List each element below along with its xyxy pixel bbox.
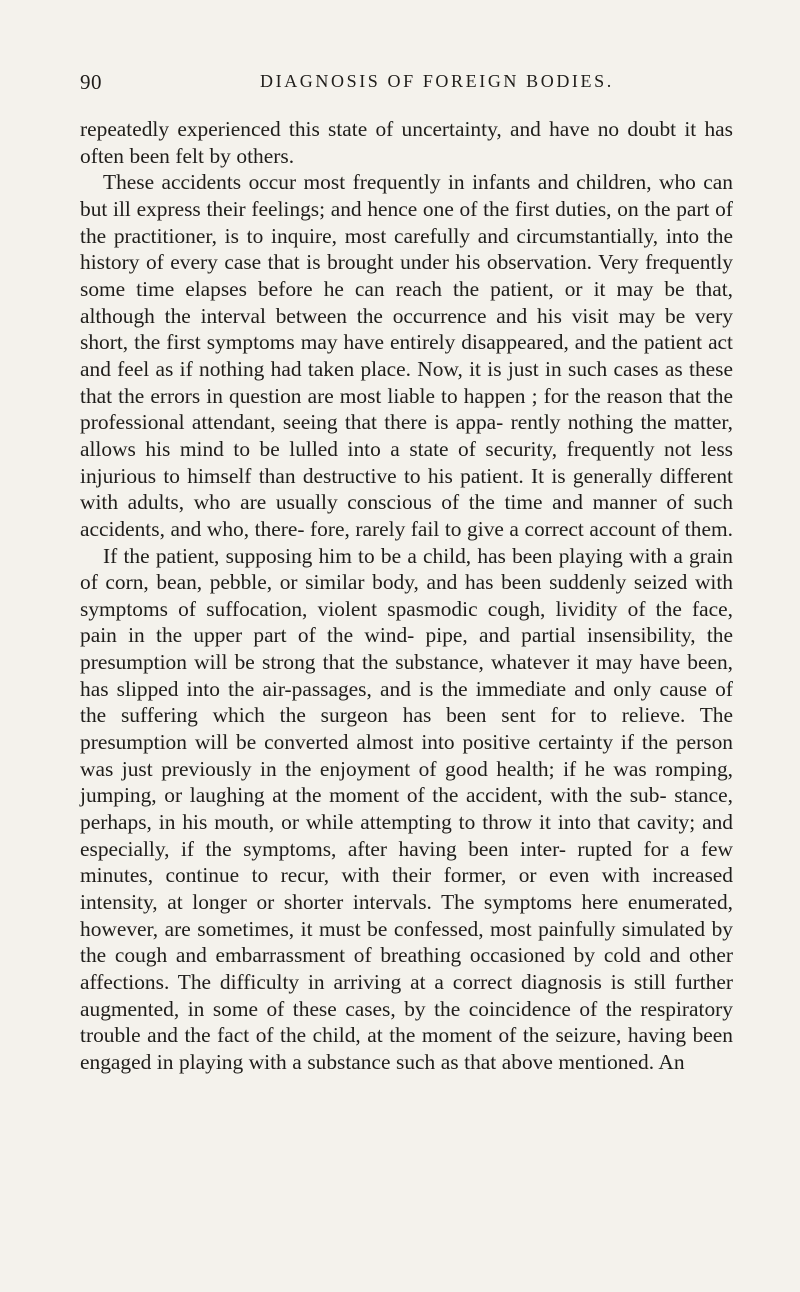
page-header [80, 70, 730, 100]
paragraph: These accidents occur most frequently in infants and children, who can but ill express their feelings; and hence one of the first duties, on the part of the practitioner, is to inquire, most carefully and circumstantially, into the history of every case that is brought under his observation. Very frequently some time elapses before he can reach the patient, or it may be that, although the interval between the occurrence and his visit may be very short, the first symptoms may have entirely disappeared, and the patient act and feel as if nothing had taken place. Now, it is just in such cases as these that the errors in question are most liable to happen ; for the reason that the professional attendant, seeing that there is appa- rently nothing the matter, allows his mind to be lulled into a state of security, frequently not less injurious to himself than destructive to his patient. It is generally different with adults, who are usually conscious of the time and manner of such accidents, and who, there- fore, rarely fail to give a correct account of them. [80, 170, 733, 541]
running-title: DIAGNOSIS OF FOREIGN BODIES. [260, 71, 614, 91]
paragraph: If the patient, supposing him to be a child, has been playing with a grain of corn, bean, pebble, or similar body, and has been suddenly seized with symptoms of suffocation, violent spasmodic cough, lividity of the face, pain in the upper part of the wind- pipe, and partial insensibility, the presumption will be strong that the substance, whatever it may have been, has slipped into the air-passages, and is the immediate and only cause of the suffering which the surgeon has been sent for to relieve. The presumption will be converted almost into positive certainty if the person was just previously in the enjoyment of good health; if he was romping, jumping, or laughing at the moment of the accident, with the sub- stance, perhaps, in his mouth, or while attempting to throw it into that cavity; and especially, if the symptoms, after having been inter- rupted for a few minutes, continue to recur, with their former, or even with increased intensity, at longer or shorter intervals. The symptoms here enumerated, however, are sometimes, it must be confessed, most painfully simulated by the cough and embarrassment of breathing occasioned by cold and other affections. The difficulty in arriving at a correct diagnosis is still further augmented, in some of these cases, by the coincidence of the respiratory trouble and the fact of the child, at the moment of the seizure, having been engaged in playing with a substance such as that above mentioned. An [80, 543, 733, 1074]
page-number: 90 [80, 70, 102, 94]
paragraph-continued: repeatedly experienced this state of uncertainty, and have no doubt it has often been felt by others. [80, 117, 733, 168]
body-text [80, 116, 733, 1076]
